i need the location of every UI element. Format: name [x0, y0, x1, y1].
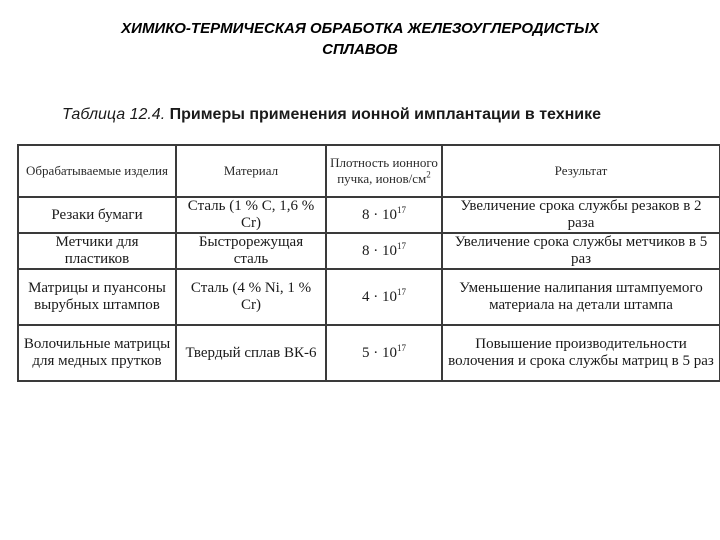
table-caption: [62, 106, 601, 124]
table-row: [18, 197, 720, 233]
table-caption-label: Таблица 12.4.: [62, 106, 166, 123]
header-material: Материал: [176, 145, 326, 197]
cell-item: Метчики для пластиков: [18, 233, 176, 269]
slide-title: [40, 18, 680, 60]
table-caption-text: Примеры применения ионной имплантации в технике: [169, 106, 602, 123]
cell-density: [326, 197, 442, 233]
header-density-superscript: 2: [426, 169, 431, 180]
cell-item: Резаки бумаги: [18, 197, 176, 233]
cell-item: Матрицы и пуансоны вырубных штампов: [18, 269, 176, 325]
density-exponent: 17: [397, 204, 406, 215]
table-row: [18, 233, 720, 269]
cell-material: Сталь (1 % С, 1,6 % Сr): [176, 197, 326, 233]
density-base: 8 · 10: [362, 242, 397, 259]
cell-item: Волочильные матрицы для медных прутков: [18, 325, 176, 381]
density-base: 4 · 10: [362, 288, 397, 305]
cell-density: [326, 325, 442, 381]
cell-material: Сталь (4 % Ni, 1 % Сr): [176, 269, 326, 325]
header-item: Обрабатываемые изделия: [18, 145, 176, 197]
cell-density: [326, 269, 442, 325]
slide-title-line-2: СПЛАВОВ: [322, 41, 398, 58]
ion-implantation-table: [17, 144, 720, 382]
density-base: 5 · 10: [362, 344, 397, 361]
cell-material: Твердый сплав ВК-6: [176, 325, 326, 381]
cell-result: Увеличение срока службы резаков в 2 раза: [442, 197, 720, 233]
header-density-line-1: Плотность ионного: [330, 155, 438, 170]
table-header-row: [18, 145, 720, 197]
header-density-line-2: пучка, ионов/см: [337, 171, 427, 186]
density-base: 8 · 10: [362, 206, 397, 223]
density-exponent: 17: [397, 342, 406, 353]
table-row: [18, 325, 720, 381]
slide-title-line-1: ХИМИКО-ТЕРМИЧЕСКАЯ ОБРАБОТКА ЖЕЛЕЗОУГЛЕРОДИСТЫХ: [121, 20, 599, 37]
table-row: [18, 269, 720, 325]
cell-result: Уменьшение налипания штампуемого материала на детали штампа: [442, 269, 720, 325]
cell-result: Повышение производительности волочения и срока службы матриц в 5 раз: [442, 325, 720, 381]
header-result: Результат: [442, 145, 720, 197]
header-density: [326, 145, 442, 197]
density-exponent: 17: [397, 286, 406, 297]
cell-material: Быстрорежущая сталь: [176, 233, 326, 269]
cell-result: Увеличение срока службы метчиков в 5 раз: [442, 233, 720, 269]
cell-density: [326, 233, 442, 269]
density-exponent: 17: [397, 240, 406, 251]
